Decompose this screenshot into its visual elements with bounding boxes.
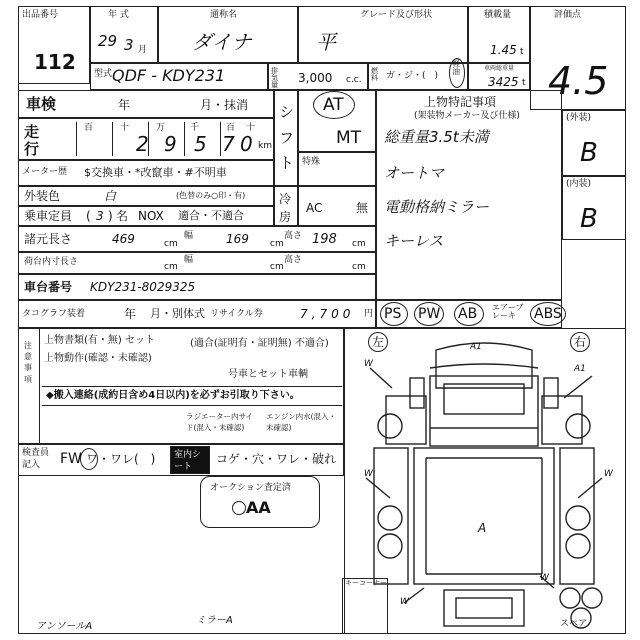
chassis-label: 車台番号 <box>24 280 73 294</box>
mark-a1-top: A1 <box>470 342 482 352</box>
seat-options: コゲ・穴・ワレ・破れ <box>216 452 337 466</box>
option-pw: PW <box>418 306 441 322</box>
dims-width-label: 幅 <box>184 231 194 241</box>
mileage-digit-2: 5 <box>194 132 207 156</box>
mileage-digit-3: 7 <box>222 132 235 156</box>
mileage-unit-4: 百 <box>226 123 236 133</box>
mark-w-right-mid: W <box>604 469 613 479</box>
exterior-grade: B <box>580 138 598 168</box>
mileage-unit-3: 千 <box>190 123 200 133</box>
bed-width-label: 幅 <box>184 255 194 265</box>
mileage-unit-5: 十 <box>246 123 256 133</box>
right-label: 右 <box>574 335 587 349</box>
equipment-line-2: オートマ <box>384 164 445 182</box>
inspector-label: 検査員記入 <box>22 448 50 470</box>
fw-label: FW <box>60 451 82 467</box>
set-label: 号車とセット車輌 <box>228 369 308 380</box>
meter-label: メーター歴 <box>22 167 68 177</box>
bed-height-cm: cm <box>352 262 366 272</box>
grade-value: 平 <box>316 30 336 54</box>
mark-w-left-mid: W <box>364 469 373 479</box>
month-value: 3 <box>124 36 134 54</box>
model-label: 型式 <box>94 69 113 79</box>
equipment-box <box>376 90 562 300</box>
stamp-logo: AA <box>246 498 271 517</box>
shaken-label: 車検 <box>26 95 57 113</box>
grade-label: グレード及び形状 <box>360 10 433 20</box>
bed-length-cm: cm <box>164 262 178 272</box>
color-value: 白 <box>104 189 117 203</box>
dims-height-cm: cm <box>352 239 366 249</box>
nox-label: NOX <box>138 209 164 223</box>
dims-width: 169 <box>226 232 249 246</box>
mileage-digit-1: 9 <box>164 132 177 156</box>
equipment-line-4: キーレス <box>384 232 444 250</box>
equipment-line-3: 電動格納ミラー <box>384 198 490 216</box>
equipment-title: 上物特記事項 <box>424 95 497 109</box>
dims-height-label: 高さ <box>284 231 303 241</box>
shaken-month-unit: 月・抹消 <box>200 98 249 112</box>
capacity-unit: t <box>520 47 524 57</box>
dims-length-cm: cm <box>164 239 178 249</box>
stamp-text: オークション査定済 <box>210 483 291 493</box>
option-ab-circle <box>454 302 484 326</box>
tacho-year: 年 <box>124 307 137 321</box>
option-air-brake: エアーブレーキ <box>492 303 524 320</box>
capacity-value: 1.45 <box>490 43 517 57</box>
capacity-label: 積載量 <box>484 10 512 20</box>
contact-text: ◆搬入連絡(成約日含め4日以内)を必ずお引取り下さい。 <box>46 390 300 401</box>
bed-width-cm: cm <box>270 262 284 272</box>
mileage-unit-2: 万 <box>156 123 166 133</box>
option-ab: AB <box>458 306 478 322</box>
mark-w-left-top: W <box>364 359 373 369</box>
year-label: 年 式 <box>108 10 129 20</box>
at-option: AT <box>323 95 344 115</box>
mileage-label: 走行 <box>24 123 40 158</box>
recycle-label: リサイクル券 <box>210 309 263 319</box>
mileage-digit-0: 2 <box>136 132 149 156</box>
displacement-unit: c.c. <box>346 75 362 85</box>
bottom-mid-note: ミラーA <box>196 615 233 626</box>
docs-label: 上物書類(有・無) セット <box>44 335 155 346</box>
fw-options: ワ・ワレ( ) <box>86 452 156 466</box>
month-unit: 月 <box>138 45 148 55</box>
option-ps-circle <box>380 302 408 326</box>
tacho-month: 月・別体式 <box>150 307 205 320</box>
aircon-ac: AC <box>306 201 323 215</box>
seating-value: 3 <box>96 209 104 223</box>
score-value: 4.5 <box>548 59 609 103</box>
bed-height-label: 高さ <box>284 255 303 265</box>
mt-option: MT <box>336 128 362 148</box>
dims-label: 諸元長さ <box>24 232 73 246</box>
gvw-unit: t <box>522 78 526 88</box>
tacho-label: タコグラフ装着 <box>22 309 86 319</box>
model-value: QDF - KDY231 <box>112 66 226 85</box>
mark-w-bottom-left: W <box>400 597 409 607</box>
gvw-value: 3425 <box>488 75 519 89</box>
year-value: 29 <box>98 32 118 50</box>
spare-label: スペア <box>560 619 588 629</box>
seating-paren-close: ) <box>108 209 113 223</box>
mark-a-bed: A <box>478 521 487 535</box>
recycle-value: 7,700 <box>300 307 355 321</box>
mileage-digits <box>56 118 256 160</box>
vehicle-name: ダイナ <box>192 30 252 54</box>
seat-label-box <box>170 446 210 474</box>
mileage-km: km <box>258 141 272 151</box>
equipment-line-1: 総重量3.5t未満 <box>384 128 489 146</box>
left-label: 左 <box>372 335 385 349</box>
radiator-label: ラジエーター内サイド(混入・未確認) <box>186 412 253 432</box>
contact-banner <box>42 386 342 406</box>
aircon-label: 冷房 <box>279 192 292 224</box>
mileage-unit-1: 十 <box>120 123 130 133</box>
interior-grade: B <box>580 204 598 234</box>
displacement-value: 3,000 <box>298 71 333 85</box>
fw-circle <box>80 448 98 470</box>
fuel-options: ガ・ジ・( ) <box>386 71 439 81</box>
at-selected-circle <box>313 91 355 119</box>
name-label: 通称名 <box>210 10 238 20</box>
fuel-selected: 軽油 <box>452 59 460 77</box>
option-pw-circle <box>414 302 444 326</box>
interior-label: (内装) <box>566 179 592 189</box>
fuel-label: 燃料 <box>371 67 378 82</box>
option-abs: ABS <box>534 306 562 322</box>
dims-width-cm: cm <box>270 239 284 249</box>
meter-options: $交換車・*改竄車・#不明車 <box>84 166 227 179</box>
bed-label: 荷台内寸長さ <box>24 257 79 267</box>
seating-paren-open: ( <box>86 209 91 223</box>
stamp-logo-icon <box>232 501 246 515</box>
mark-a1-right: A1 <box>574 364 586 374</box>
recycle-unit: 円 <box>364 309 374 319</box>
equipment-subtitle: (架装物メーカー及び仕様) <box>414 111 520 121</box>
color-label: 外装色 <box>24 189 61 203</box>
gvw-label: 車両総重量 <box>484 65 515 72</box>
chassis-value: KDY231-8029325 <box>90 280 196 294</box>
nox-options: 適合・不適合 <box>178 209 244 222</box>
shaken-year-unit: 年 <box>118 98 131 112</box>
dims-length: 469 <box>112 232 135 246</box>
notes-side-label: 注意事項 <box>24 341 32 384</box>
mileage-digit-4: 0 <box>240 132 253 156</box>
seat-label: 室内シート <box>174 450 202 472</box>
bottom-left-note: アンソールA <box>36 621 93 632</box>
docs-options: (適合(証明有・証明無) 不適合) <box>190 338 329 349</box>
engine-label: エンジン内水(混入・未確認) <box>266 412 337 432</box>
option-ps: PS <box>384 306 402 322</box>
key-corner-label: キーコーナー <box>345 579 387 587</box>
option-abs-circle <box>530 302 566 326</box>
mileage-unit-0: 百 <box>84 123 94 133</box>
special-label: 特殊 <box>302 157 321 167</box>
color-change: (色替のみ○印・有) <box>176 191 246 200</box>
lot-label: 出品番号 <box>22 10 59 20</box>
ops-label: 上物動作(確認・未確認) <box>44 353 152 364</box>
shift-label: シフト <box>279 103 295 172</box>
seating-label: 乗車定員 <box>24 209 73 223</box>
lot-number: 112 <box>34 50 76 74</box>
displacement-label: 排気量 <box>271 67 278 89</box>
score-label: 評価点 <box>554 10 582 20</box>
dims-height: 198 <box>312 232 337 247</box>
aircon-none: 無 <box>356 201 369 215</box>
seating-unit: 名 <box>116 209 129 223</box>
fuel-selected-circle <box>449 58 465 88</box>
exterior-label: (外装) <box>566 113 592 123</box>
mark-w-bottom-right: W <box>540 573 549 583</box>
